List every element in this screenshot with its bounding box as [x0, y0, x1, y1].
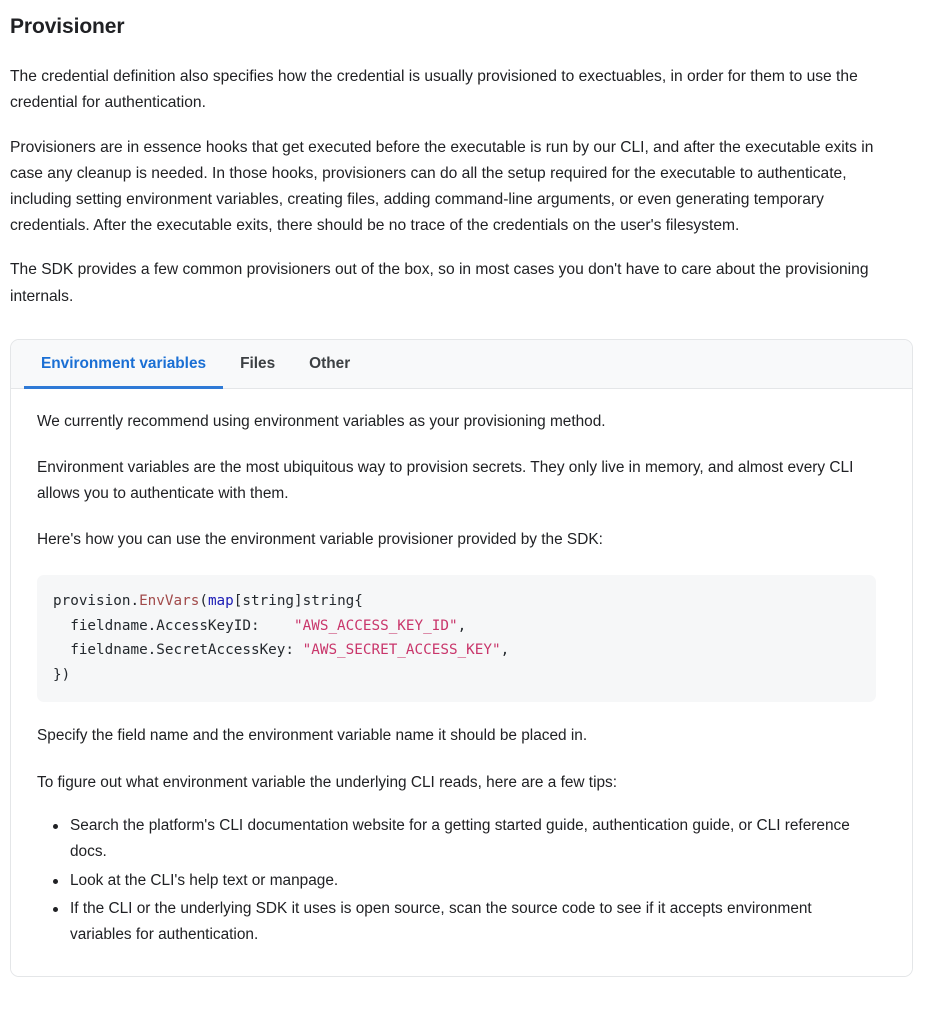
list-item: Look at the CLI's help text or manpage. [70, 868, 890, 894]
intro-paragraph: Provisioners are in essence hooks that get executed before the executable is run by our CLI, and after the executable exits in case any cleanup is needed. In those hooks, provisioners can do all the setup required for the executable to authenticate, including setting environment variables, creating files, adding command-line arguments, or even generating temporary credentials. After the executable exits, there should be no trace of the credentials on the user's filesystem. [10, 138, 874, 235]
page-title: Provisioner [10, 15, 125, 38]
tab-label: Environment variables [41, 354, 207, 372]
tab-label: Files [240, 354, 276, 372]
provisioner-tab-card [10, 339, 913, 978]
intro-paragraph: The SDK provides a few common provisioners out of the box, so in most cases you don't have to care about the provisioning internals. [10, 261, 869, 305]
list-item: If the CLI or the underlying SDK it uses is open source, scan the source code to see if it accepts environment variables for authentication. [70, 896, 890, 947]
tab-panel-environment-variables [11, 389, 912, 977]
panel-paragraph: We currently recommend using environment variables as your provisioning method. [37, 412, 606, 430]
panel-paragraph: Specify the field name and the environment variable name it should be placed in. [37, 727, 588, 745]
tab-environment-variables[interactable] [24, 340, 223, 388]
code-content: provision.EnvVars(map[string]string{ fieldname.AccessKeyID: "AWS_ACCESS_KEY_ID", fieldname.SecretAccessKey: "AWS_SECRET_ACCESS_KEY", }) [53, 593, 510, 683]
tab-strip [11, 340, 912, 389]
panel-paragraph: To figure out what environment variable the underlying CLI reads, here are a few tips: [37, 773, 618, 791]
intro-section [0, 64, 941, 310]
panel-paragraph: Environment variables are the most ubiquitous way to provision secrets. They only live in memory, and almost every CLI allows you to authenticate with them. [37, 459, 854, 502]
list-item: Search the platform's CLI documentation website for a getting started guide, authentication guide, or CLI reference docs. [70, 813, 890, 864]
panel-paragraph: Here's how you can use the environment variable provisioner provided by the SDK: [37, 531, 603, 549]
tips-list [37, 813, 890, 947]
tab-files[interactable] [223, 340, 292, 388]
tab-label: Other [309, 354, 351, 372]
code-block[interactable] [37, 575, 876, 702]
tab-other[interactable] [292, 340, 367, 388]
intro-paragraph: The credential definition also specifies how the credential is usually provisioned to exectuables, in order for them to use the credential for authentication. [10, 68, 858, 112]
